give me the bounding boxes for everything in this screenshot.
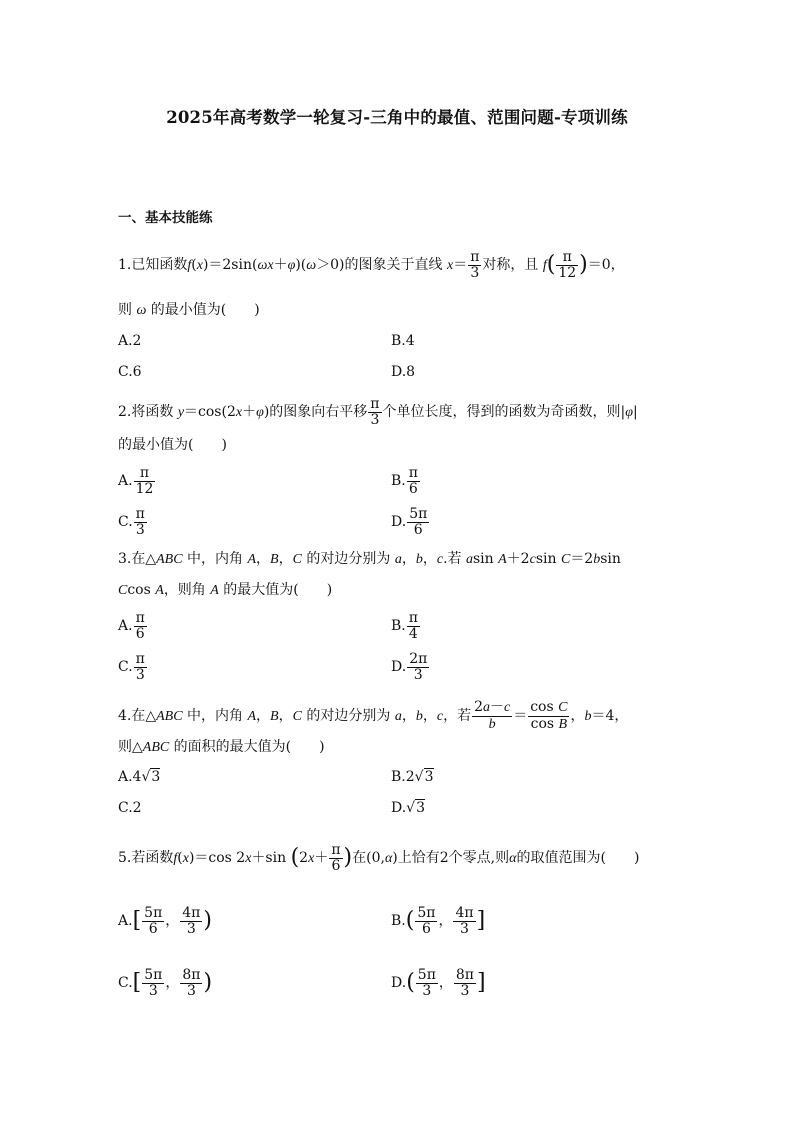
q1-option-c[interactable]: C.6 (118, 364, 142, 380)
q1-option-d[interactable]: D.8 (391, 364, 416, 380)
q5-option-c[interactable]: C.[ $\frac{5\pi}{3}$ ， $\frac{8\pi}{3}$ ) (118, 967, 213, 999)
q2-option-d[interactable]: D. $\frac{5\pi}{6}$ (391, 506, 428, 538)
q4-option-a[interactable]: A.4√3 (118, 769, 161, 785)
q5-option-b[interactable]: B.( $\frac{5\pi}{6}$ ， $\frac{4\pi}{3}$ ] (391, 905, 486, 937)
q2-option-c[interactable]: C. $\frac{\pi}{3}$ (118, 506, 145, 538)
q4-option-c[interactable]: C.2 (118, 800, 142, 816)
page-title: 2025年高考数学一轮复习-三角中的最值、范围问题-专项训练 (166, 108, 628, 127)
question-1: 1.已知函数f(x)＝2sin(ωx＋φ)(ω＞0)的图象关于直线 x＝ $\frac{\pi}{3}$ 对称，且 f( $\frac{\pi}{12}$ )＝0， (118, 249, 625, 281)
q2-option-a[interactable]: A. $\frac{\pi}{12}$ (118, 465, 154, 497)
q3-option-c[interactable]: C. $\frac{\pi}{3}$ (118, 651, 145, 683)
question-1-cont: 则 ω 的最小值为( ) (118, 302, 260, 318)
q5-option-a[interactable]: A.[ $\frac{5\pi}{6}$ ， $\frac{4\pi}{3}$ ) (118, 905, 212, 937)
section-heading: 一、基本技能练 (118, 210, 213, 226)
question-2-cont: 的最小值为( ) (118, 437, 227, 453)
question-2: 2.将函数 y＝cos(2x＋φ)的图象向右平移 $\frac{\pi}{3}$ 个单位长度，得到的函数为奇函数，则|φ| (118, 396, 638, 428)
question-3-cont: Ccos A，则角 A 的最大值为( ) (118, 582, 333, 598)
q4-option-d[interactable]: D.√3 (391, 800, 426, 816)
q3-option-b[interactable]: B. $\frac{\pi}{4}$ (391, 610, 418, 642)
question-5: 5.若函数f(x)＝cos 2x＋sin (2x＋ $\frac{\pi}{6}$ )在(0,α)上恰有2个零点,则α的取值范围为( ) (118, 842, 640, 874)
q2-option-b[interactable]: B. $\frac{\pi}{6}$ (391, 465, 418, 497)
q4-option-b[interactable]: B.2√3 (391, 769, 434, 785)
q3-option-d[interactable]: D. $\frac{2\pi}{3}$ (391, 651, 428, 683)
q1-option-b[interactable]: B.4 (391, 333, 415, 349)
q3-option-a[interactable]: A. $\frac{\pi}{6}$ (118, 610, 145, 642)
question-4-cont: 则△ABC 的面积的最大值为( ) (118, 739, 325, 755)
question-3: 3.在△ABC 中，内角 A，B，C 的对边分别为 a，b，c.若 asin A＋2csin C＝2bsin (118, 551, 621, 567)
q5-option-d[interactable]: D.( $\frac{5\pi}{3}$ ， $\frac{8\pi}{3}$ ] (391, 967, 486, 999)
question-4: 4.在△ABC 中，内角 A，B，C 的对边分别为 a，b，c，若 $\frac{2a-c}{b}$ ＝ $\frac{\text{cos C}}{\text{cos B}}$ ，b＝4， (118, 699, 629, 732)
q1-option-a[interactable]: A.2 (118, 333, 142, 349)
